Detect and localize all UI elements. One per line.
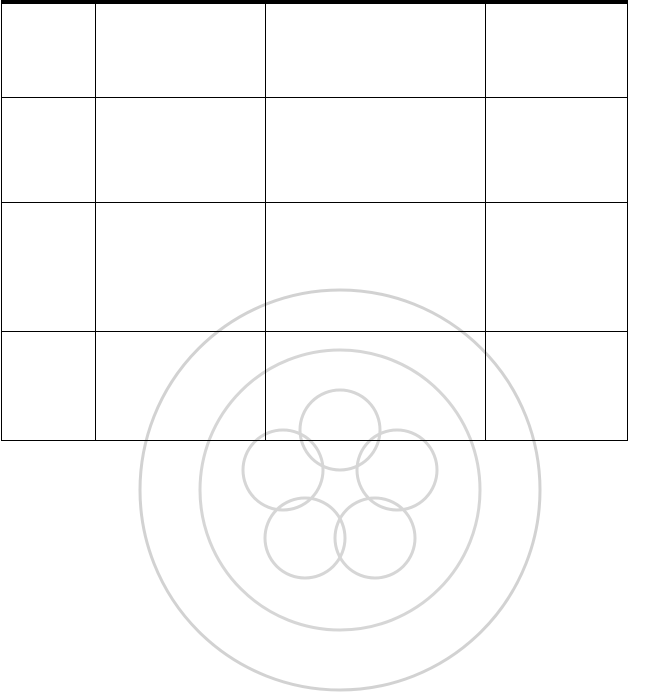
stage-cell	[2, 98, 96, 203]
criteria-cell	[486, 4, 628, 98]
criteria-cell	[486, 203, 628, 332]
stage-cell	[2, 4, 96, 98]
domain-cell	[266, 98, 486, 203]
word-cell	[96, 98, 266, 203]
criteria-blank	[492, 359, 621, 386]
criteria-blank	[492, 203, 621, 230]
table-row	[2, 4, 628, 98]
criteria-blank	[492, 98, 621, 125]
domain-cell	[266, 4, 486, 98]
table-row	[2, 203, 628, 332]
criteria-cell	[486, 332, 628, 441]
stage-cell	[2, 332, 96, 441]
table-row	[2, 98, 628, 203]
domain-cell	[266, 203, 486, 332]
word-cell	[96, 4, 266, 98]
criteria-blank	[492, 413, 621, 440]
criteria-blank	[492, 332, 621, 359]
domain-cell	[266, 332, 486, 441]
criteria-blank	[492, 230, 621, 257]
word-cell	[96, 332, 266, 441]
criteria-cell	[486, 98, 628, 203]
criteria-blank	[492, 4, 621, 31]
stages-table	[1, 0, 628, 441]
criteria-blank	[492, 386, 621, 413]
table-row	[2, 332, 628, 441]
word-cell	[96, 203, 266, 332]
stage-cell	[2, 203, 96, 332]
